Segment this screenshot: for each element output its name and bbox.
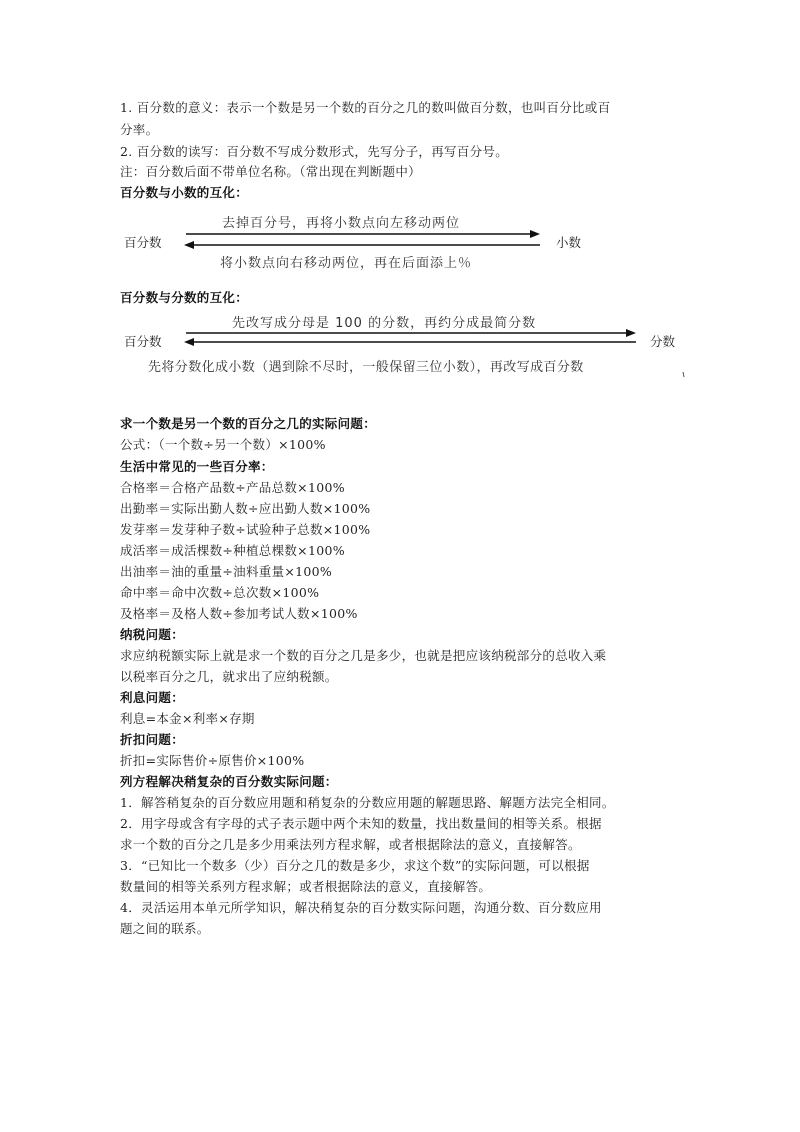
heading-fraction-conversion: 百分数与分数的互化： bbox=[120, 290, 249, 305]
conversion-arrows bbox=[0, 0, 800, 400]
decimal-left-label: 百分数 bbox=[124, 235, 162, 250]
fraction-left-label: 百分数 bbox=[124, 334, 162, 349]
fraction-right-label: 分数 bbox=[650, 334, 676, 349]
equation-line: 题之间的联系。 bbox=[120, 921, 210, 936]
rate-item: 出油率＝油的重量÷油料重量×100% bbox=[120, 564, 333, 579]
intro-note: 注：百分数后面不带单位名称。（常出现在判断题中） bbox=[120, 164, 421, 179]
fraction-top-text: 先改写成分母是 100 的分数，再约分成最简分数 bbox=[232, 316, 537, 331]
percent-problem-formula: 公式：（一个数÷另一个数）×100% bbox=[120, 437, 326, 452]
fraction-bottom-text: 先将分数化成小数（遇到除不尽时，一般保留三位小数），再改写成百分数 bbox=[148, 360, 584, 375]
rate-item: 出勤率＝实际出勤人数÷应出勤人数×100% bbox=[120, 501, 371, 516]
heading-percent-problem: 求一个数是另一个数的百分之几的实际问题： bbox=[120, 416, 377, 431]
intro-line-3: 2. 百分数的读写：百分数不写成分数形式，先写分子，再写百分号。 bbox=[120, 144, 509, 159]
decimal-right-label: 小数 bbox=[556, 235, 582, 250]
stray-mark bbox=[683, 372, 684, 377]
rate-item: 发芽率＝发芽种子数÷试验种子总数×100% bbox=[120, 522, 371, 537]
rate-item: 命中率＝命中次数÷总次数×100% bbox=[120, 585, 320, 600]
equation-line: 4．灵活运用本单元所学知识，解决稍复杂的百分数实际问题，沟通分数、百分数应用 bbox=[120, 900, 602, 915]
heading-equation-problems: 列方程解决稍复杂的百分数实际问题： bbox=[120, 774, 338, 789]
interest-formula: 利息=本金×利率×存期 bbox=[120, 711, 255, 726]
fraction-right-arrowhead bbox=[626, 329, 636, 337]
heading-decimal-conversion: 百分数与小数的互化： bbox=[120, 185, 249, 200]
discount-formula: 折扣=实际售价÷原售价×100% bbox=[120, 753, 305, 768]
heading-discount: 折扣问题： bbox=[120, 732, 185, 747]
decimal-bottom-text: 将小数点向右移动两位，再在后面添上％ bbox=[220, 256, 473, 271]
heading-common-rates: 生活中常见的一些百分率： bbox=[120, 459, 274, 474]
rate-item: 成活率＝成活棵数÷种植总棵数×100% bbox=[120, 543, 345, 558]
equation-line: 2．用字母或含有字母的式子表示题中两个未知的数量，找出数量间的相等关系。根据 bbox=[120, 816, 602, 831]
heading-tax: 纳税问题： bbox=[120, 627, 185, 642]
equation-line: 数量间的相等关系列方程求解；或者根据除法的意义，直接解答。 bbox=[120, 879, 492, 894]
decimal-top-text: 去掉百分号，再将小数点向左移动两位 bbox=[222, 216, 461, 231]
decimal-left-arrowhead bbox=[184, 241, 194, 249]
equation-line: 3．“已知比一个数多（少）百分之几的数是多少，求这个数”的实际问题，可以根据 bbox=[120, 858, 590, 873]
tax-line-2: 以税率百分之几，就求出了应纳税额。 bbox=[120, 669, 338, 684]
intro-line-2: 分率。 bbox=[120, 122, 159, 137]
decimal-right-arrowhead bbox=[530, 230, 540, 238]
equation-line: 1．解答稍复杂的百分数应用题和稍复杂的分数应用题的解题思路、解题方法完全相同。 bbox=[120, 795, 615, 810]
tax-line-1: 求应纳税额实际上就是求一个数的百分之几是多少，也就是把应该纳税部分的总收入乘 bbox=[120, 648, 607, 663]
intro-line-1: 1. 百分数的意义：表示一个数是另一个数的百分之几的数叫做百分数，也叫百分比或百 bbox=[120, 100, 611, 115]
rate-item: 及格率＝及格人数÷参加考试人数×100% bbox=[120, 606, 358, 621]
rate-item: 合格率＝合格产品数÷产品总数×100% bbox=[120, 480, 345, 495]
equation-line: 求一个数的百分之几是多少用乘法列方程求解，或者根据除法的意义，直接解答。 bbox=[120, 837, 581, 852]
fraction-left-arrowhead bbox=[184, 338, 194, 346]
heading-interest: 利息问题： bbox=[120, 690, 185, 705]
